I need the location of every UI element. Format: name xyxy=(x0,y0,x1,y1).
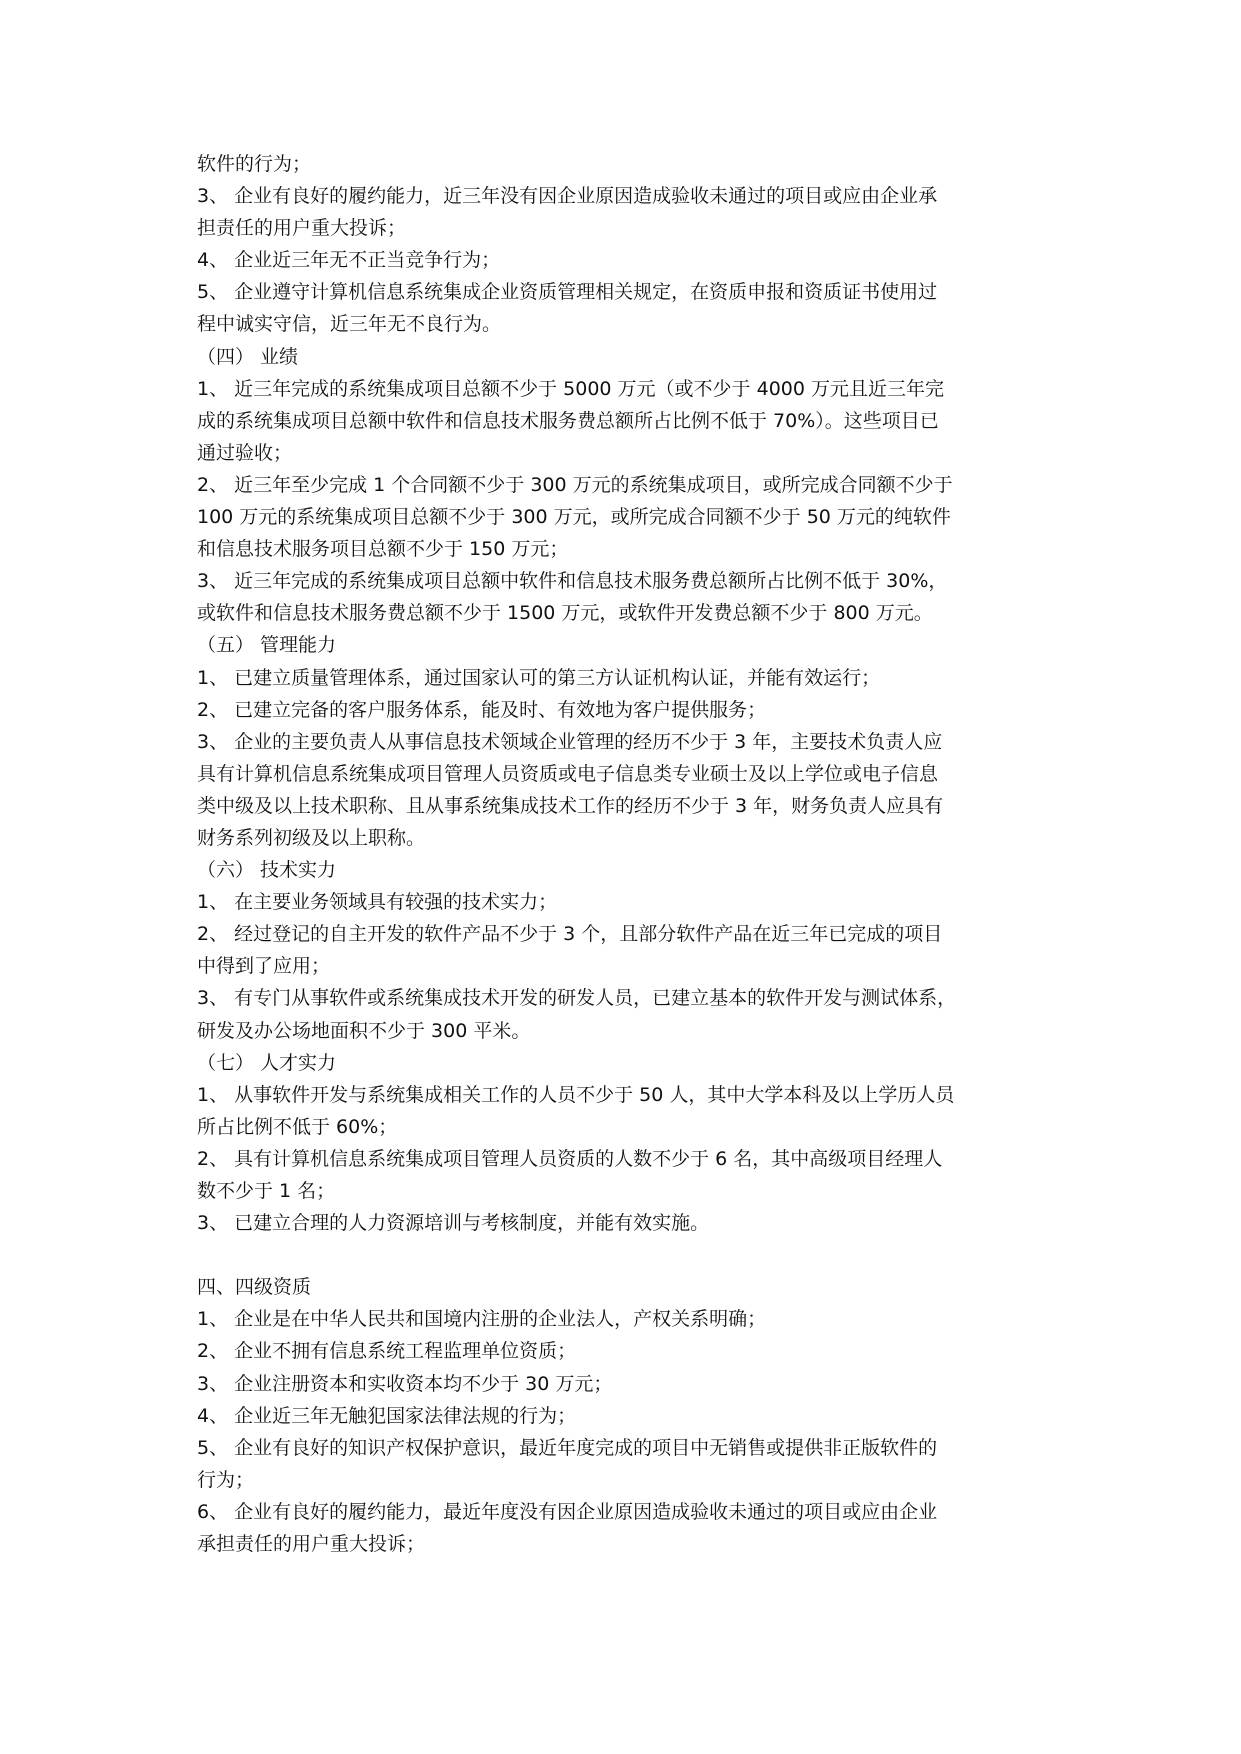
text-line: 担责任的用户重大投诉； xyxy=(197,217,407,240)
text-line: （六） 技术实力 xyxy=(197,859,337,882)
text-line: 4、 企业近三年无触犯国家法律法规的行为； xyxy=(197,1404,577,1427)
text-line: 3、 已建立合理的人力资源培训与考核制度，并能有效实施。 xyxy=(197,1212,710,1235)
text-line: 3、 有专门从事软件或系统集成技术开发的研发人员，已建立基本的软件开发与测试体系， xyxy=(197,987,957,1010)
text-line: 通过验收； xyxy=(197,441,293,464)
text-line: 1、 企业是在中华人民共和国境内注册的企业法人，产权关系明确； xyxy=(197,1308,767,1331)
text-line: 研发及办公场地面积不少于 300 平米。 xyxy=(197,1019,531,1042)
text-line: 类中级及以上技术职称、且从事系统集成技术工作的经历不少于 3 年，财务负责人应具有 xyxy=(197,794,944,817)
text-line: 中得到了应用； xyxy=(197,955,331,978)
text-line: 或软件和信息技术服务费总额不少于 1500 万元，或软件开发费总额不少于 800 万元。 xyxy=(197,602,933,625)
text-line: 数不少于 1 名； xyxy=(197,1180,336,1202)
text-line: 1、 在主要业务领域具有较强的技术实力； xyxy=(197,891,558,914)
text-line: 承担责任的用户重大投诉； xyxy=(197,1533,426,1556)
text-line: 程中诚实守信，近三年无不良行为。 xyxy=(197,313,502,336)
text-line: 4、 企业近三年无不正当竞争行为； xyxy=(197,249,501,272)
blank-line xyxy=(197,1239,1077,1271)
text-line: 2、 经过登记的自主开发的软件产品不少于 3 个，且部分软件产品在近三年已完成的项目 xyxy=(197,923,943,946)
text-line: 1、 从事软件开发与系统集成相关工作的人员不少于 50 人，其中大学本科及以上学历人员 xyxy=(197,1083,955,1106)
text-line: （四） 业绩 xyxy=(197,345,299,368)
text-line: （七） 人才实力 xyxy=(197,1051,337,1074)
text-line: 财务系列初级及以上职称。 xyxy=(197,826,426,849)
document-page xyxy=(197,148,1077,1560)
text-line: 3、 企业注册资本和实收资本均不少于 30 万元； xyxy=(197,1372,613,1395)
text-line: 1、 近三年完成的系统集成项目总额不少于 5000 万元（或不少于 4000 万元且近三年完 xyxy=(197,377,944,400)
text-line: （五） 管理能力 xyxy=(197,634,337,657)
text-line: 3、 企业有良好的履约能力，近三年没有因企业原因造成验收未通过的项目或应由企业承 xyxy=(197,185,938,208)
text-line: 2、 已建立完备的客户服务体系，能及时、有效地为客户提供服务； xyxy=(197,698,767,721)
text-line: 6、 企业有良好的履约能力，最近年度没有因企业原因造成验收未通过的项目或应由企业 xyxy=(197,1500,938,1523)
text-line: 具有计算机信息系统集成项目管理人员资质或电子信息类专业硕士及以上学位或电子信息 xyxy=(197,762,939,785)
text-line: 1、 已建立质量管理体系，通过国家认可的第三方认证机构认证，并能有效运行； xyxy=(197,666,881,689)
text-line: 四、四级资质 xyxy=(197,1276,312,1299)
text-line: 3、 企业的主要负责人从事信息技术领域企业管理的经历不少于 3 年，主要技术负责人应 xyxy=(197,730,943,753)
text-line: 5、 企业遵守计算机信息系统集成企业资质管理相关规定，在资质申报和资质证书使用过 xyxy=(197,281,938,304)
text-line: 和信息技术服务项目总额不少于 150 万元； xyxy=(197,538,569,561)
text-line: 5、 企业有良好的知识产权保护意识，最近年度完成的项目中无销售或提供非正版软件的 xyxy=(197,1436,938,1459)
text-line: 2、 企业不拥有信息系统工程监理单位资质； xyxy=(197,1340,577,1363)
text-line: 100 万元的系统集成项目总额不少于 300 万元，或所完成合同额不少于 50 万元的纯软件 xyxy=(197,506,951,529)
text-line: 成的系统集成项目总额中软件和信息技术服务费总额所占比例不低于 70%）。这些项目已 xyxy=(197,409,939,432)
text-line: 行为； xyxy=(197,1468,255,1491)
text-line: 3、 近三年完成的系统集成项目总额中软件和信息技术服务费总额所占比例不低于 30%， xyxy=(197,570,948,593)
text-line: 2、 近三年至少完成 1 个合同额不少于 300 万元的系统集成项目，或所完成合同额不少于 xyxy=(197,473,953,496)
text-line: 2、 具有计算机信息系统集成项目管理人员资质的人数不少于 6 名，其中高级项目经理人 xyxy=(197,1147,943,1170)
text-line: 所占比例不低于 60%； xyxy=(197,1115,398,1138)
text-line: 软件的行为； xyxy=(197,153,312,175)
